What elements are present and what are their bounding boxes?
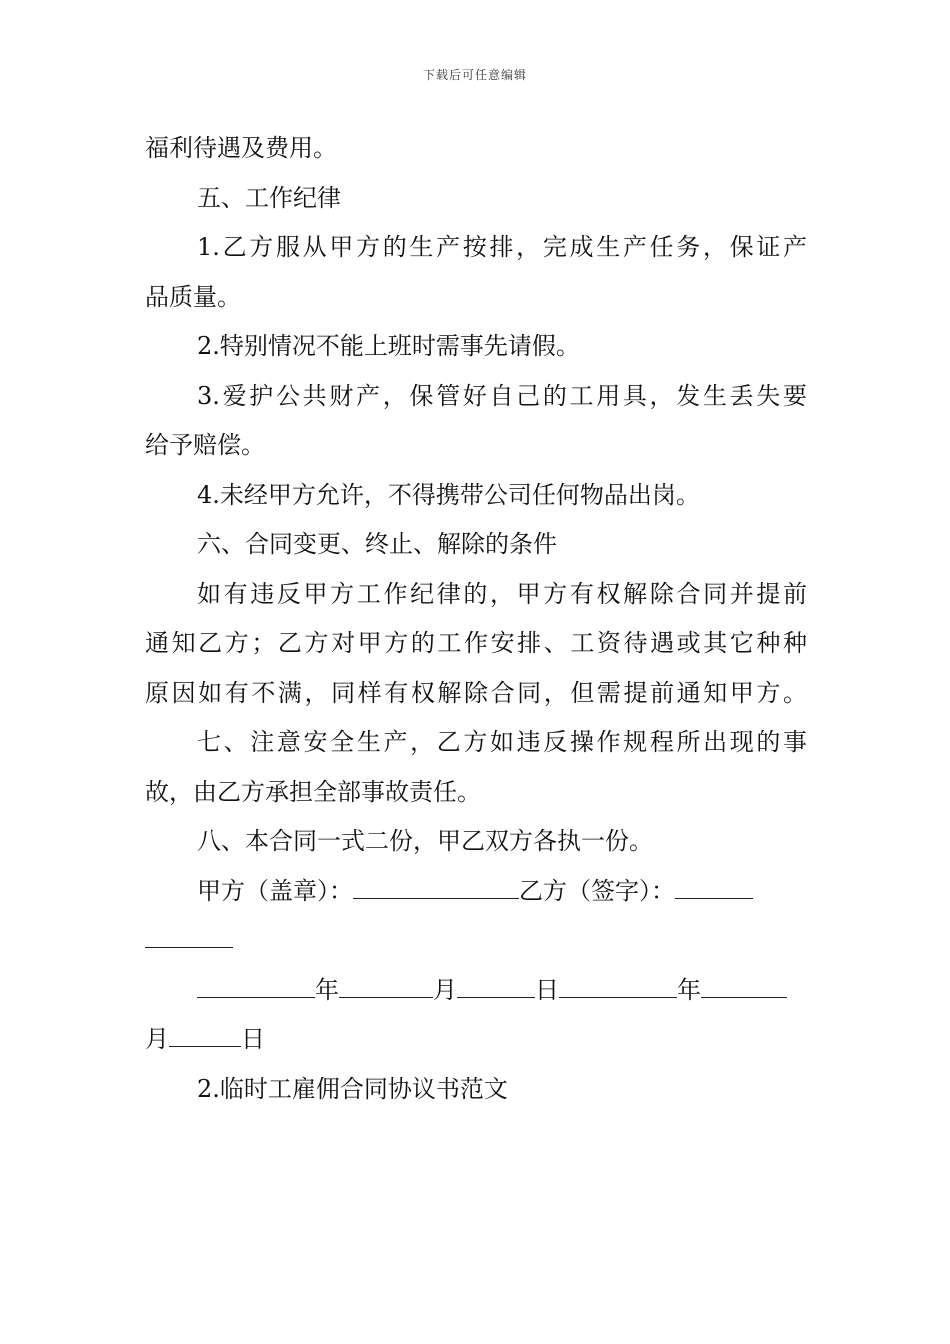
paragraph-line xyxy=(145,372,807,422)
clause-text: 1.乙方服从甲方的生产按排，完成生产任务，保证产 xyxy=(197,233,807,261)
party-a-blank xyxy=(353,880,519,899)
clause-text: 3.爱护公共财产，保管好自己的工用具，发生丢失要 xyxy=(197,381,807,410)
paragraph-line: 给予赔偿。 xyxy=(145,431,265,459)
party-b-blank-continued xyxy=(145,929,233,948)
paragraph-line xyxy=(145,619,807,669)
clause-text: 原因如有不满，同样有权解除合同，但需提前通知甲方。 xyxy=(145,678,807,707)
section-heading-8: 八、本合同一式二份，甲乙双方各执一份。 xyxy=(197,827,653,855)
month-blank-b xyxy=(701,979,787,998)
party-b-blank xyxy=(675,880,753,899)
paragraph-line: 故，由乙方承担全部事故责任。 xyxy=(145,777,481,806)
date-line xyxy=(145,966,807,1016)
paragraph-line: 4.未经甲方允许，不得携带公司任何物品出岗。 xyxy=(197,480,700,509)
paragraph-line: 品质量。 xyxy=(145,282,241,311)
section-heading-5: 五、工作纪律 xyxy=(197,183,341,212)
year-label: 年 xyxy=(315,975,339,1004)
paragraph-line: 福利待遇及费用。 xyxy=(145,134,337,162)
month-blank-a xyxy=(339,979,433,998)
signature-line xyxy=(145,867,807,917)
signature-line-continued xyxy=(145,916,807,966)
party-b-label: 乙方（签字）： xyxy=(519,876,675,905)
year-label: 年 xyxy=(677,975,701,1004)
party-a-label: 甲方（盖章）： xyxy=(197,876,353,905)
page-header: 下载后可任意编辑 xyxy=(422,68,527,82)
paragraph-line xyxy=(145,669,807,719)
year-blank-b xyxy=(559,979,677,998)
day-label: 日 xyxy=(535,975,559,1004)
month-label: 月 xyxy=(433,975,457,1004)
year-blank-a xyxy=(197,979,315,998)
document-body xyxy=(145,124,807,1114)
paragraph-line xyxy=(145,718,807,768)
day-blank-b xyxy=(169,1028,241,1047)
month-label: 月 xyxy=(145,1025,169,1053)
paragraph-line xyxy=(145,570,807,620)
date-line-continued xyxy=(145,1015,807,1065)
day-label: 日 xyxy=(241,1025,265,1053)
paragraph-line xyxy=(145,223,807,273)
paragraph-line: 2.特别情况不能上班时需事先请假。 xyxy=(197,332,580,360)
section-heading-6: 六、合同变更、终止、解除的条件 xyxy=(197,530,557,558)
clause-text: 七、注意安全生产，乙方如违反操作规程所出现的事 xyxy=(197,728,807,756)
clause-text: 如有违反甲方工作纪律的，甲方有权解除合同并提前 xyxy=(197,579,807,608)
clause-text: 通知乙方；乙方对甲方的工作安排、工资待遇或其它种种 xyxy=(145,629,807,657)
next-document-title: 2.临时工雇佣合同协议书范文 xyxy=(197,1074,508,1103)
day-blank-a xyxy=(457,979,535,998)
